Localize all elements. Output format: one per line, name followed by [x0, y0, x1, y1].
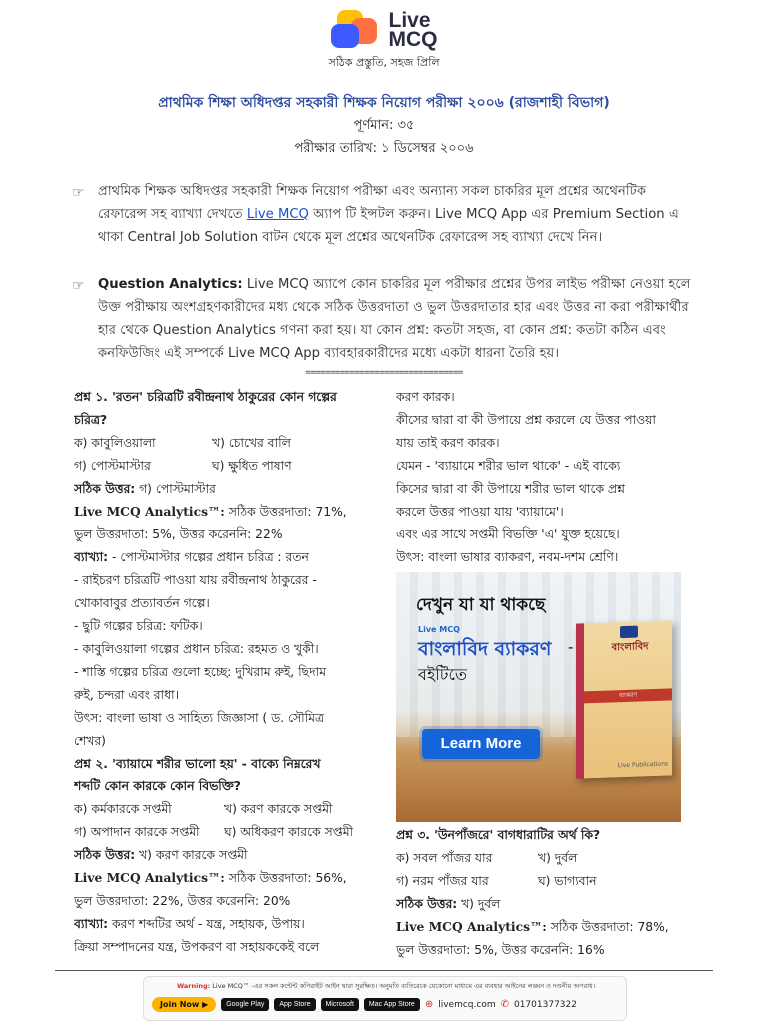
q3-option-c: গ) নরম পাঁজর যার — [396, 873, 489, 888]
intro-paragraph-1 — [72, 180, 696, 249]
right-column-top — [396, 386, 696, 569]
q2-option-d: ঘ) অধিকরণ কারকে সপ্তমী — [224, 825, 354, 840]
q2-cont-2: কীসের দ্বারা বা কী উপায়ে প্রশ্ন করলে যে উত্তর পাওয়া — [396, 412, 656, 427]
q2-cont-7: এবং এর সাথে সপ্তমী বিভক্তি 'এ' যুক্ত হয়েছে। — [396, 527, 620, 542]
tagline: সঠিক প্রস্তুতি, সহজ প্রিলি — [328, 56, 440, 69]
globe-icon: ⊕ — [424, 999, 434, 1010]
q1-options-row-1 — [74, 432, 374, 455]
book-cover-band — [584, 688, 672, 703]
q2-option-c: গ) অপাদান কারকে সপ্তমী — [74, 825, 200, 840]
q1-option-b: খ) চোখের বালি — [212, 435, 291, 450]
q1-explanation-2: - রাইচরণ চরিত্রটি পাওয়া যায় রবীন্দ্রনাথ ঠাকুরের - — [74, 573, 317, 588]
q2-explanation-text: করণ শব্দটির অর্থ - যন্ত্র, সহায়ক, উপায়। — [108, 916, 305, 931]
google-play-badge[interactable]: Google Play — [221, 998, 269, 1011]
q2-cont-4: যেমন - 'ব্যায়ামে শরীর ভাল থাকে' - এই বাক্যে — [396, 458, 621, 473]
q2-answer-label: সঠিক উত্তর: — [74, 848, 136, 863]
pointing-hand-icon: ☞ — [72, 278, 85, 294]
right-column-bottom — [396, 824, 696, 961]
full-marks: পূর্ণমান: ৩৫ — [353, 118, 415, 133]
q2-analytics-rest: ভুল উত্তরদাতা: 22%, উত্তর করেননি: 20% — [74, 893, 291, 908]
q2-cont-1: করণ কারক। — [396, 390, 455, 404]
q2-title-line-1: প্রশ্ন ২. 'ব্যায়ামে শরীর ভালো হয়' - বাক্যে নিম্নরেখ — [74, 756, 321, 771]
q1-explanation-5: - কাবুলিওয়ালা গল্পের প্রধান চরিত্র: রহমত ও খুকী। — [74, 641, 319, 656]
divider: ================================ — [305, 368, 463, 378]
ad-brand-small: Live MCQ — [418, 625, 460, 634]
q1-answer-value: গ) পোস্টমাস্টার — [135, 481, 216, 496]
intro-p2-text: Live MCQ অ্যাপে কোন চাকরির মূল পরীক্ষার প্রশ্নের উপর লাইভ পরীক্ষা নেওয়া হলে উক্ত পরীক্ষায় অংশগ্রহণকারীদের মধ্য থেকে সঠিক উত্তরদাতা ও ভুল উত্তরদাতার হার এবং উত্তর না করা পরীক্ষার্থীর হার থেকে Question Analytics গণনা করা হয়। যা কোন প্রশ্ন: কতটা সহজ, বা কোন প্রশ্ন: কতটা কঠিন এবং কনফিউজিং এই সম্পর্কে Live MCQ App ব্যাবহারকারীদের মধ্যে একটা ধারনা তৈরি হয়। — [98, 277, 691, 361]
footer-warning-text: Live MCQ™ -এর সকল কন্টেন্ট কপিরাইট আইন দ্বারা সুরক্ষিত। অনুমতি ব্যতিরেকে যেকোনো মাধ্যমে এর ব্যবহার আইনের লঙ্ঘন ও দণ্ডনীয় অপরাধ। — [210, 982, 596, 990]
q1-option-c: গ) পোস্টমাস্টার — [74, 458, 151, 473]
q2-options-row-1 — [74, 798, 374, 821]
q2-answer — [74, 844, 374, 867]
q1-answer-label: সঠিক উত্তর: — [74, 481, 136, 496]
q2-cont-6: করলে উত্তর পাওয়া যায় 'ব্যায়ামে'। — [396, 504, 564, 519]
question-analytics-label: Question Analytics: — [98, 277, 243, 292]
q2-answer-value: খ) করণ কারকে সপ্তমী — [135, 848, 248, 863]
q1-title-line-1: প্রশ্ন ১. 'রতন' চরিত্রটি রবীন্দ্রনাথ ঠাকুরের কোন গল্পের — [74, 390, 337, 404]
logo — [0, 10, 768, 50]
ad-dash: - — [568, 638, 574, 656]
q1-explanation-1 — [74, 546, 374, 569]
footer-warning-label: Warning: — [176, 982, 211, 990]
microsoft-store-badge[interactable]: Microsoft — [321, 998, 359, 1011]
q3-answer — [396, 893, 696, 916]
live-mcq-link[interactable]: Live MCQ — [246, 207, 309, 222]
intro-p1-text-a: প্রাথমিক শিক্ষক অধিদপ্তর সহকারী শিক্ষক নিয়োগ পরীক্ষা এবং অন্যান্য সকল চাকরির মূল প্রশ্নের অথেনটিক রেফারেন্স সহ ব্যাখ্যা দেখতে — [98, 184, 647, 222]
q3-analytics — [396, 916, 696, 939]
q1-answer — [74, 478, 374, 501]
header — [0, 10, 768, 73]
join-now-button[interactable]: Join Now ▶ — [152, 997, 216, 1012]
q3-title: প্রশ্ন ৩. 'উনপাঁজরে' বাগধারাটির অর্থ কি? — [396, 828, 601, 842]
pointing-hand-icon: ☞ — [72, 185, 85, 201]
app-store-badge[interactable]: App Store — [274, 998, 315, 1011]
q1-explanation-label: ব্যাখ্যা: — [74, 550, 109, 565]
q3-option-a: ক) সবল পাঁজর যার — [396, 850, 493, 865]
q2-title-line-2: শব্দটি কোন কারকে কোন বিভক্তি? — [74, 779, 241, 794]
book-cover — [576, 620, 672, 778]
mac-app-store-badge[interactable]: Mac App Store — [364, 998, 420, 1011]
q1-title-line-2: চরিত্র? — [74, 412, 108, 427]
book-cover-logo-icon — [620, 626, 638, 639]
q3-answer-label: সঠিক উত্তর: — [396, 896, 458, 911]
q3-analytics-label: Live MCQ Analytics™: — [396, 918, 547, 934]
exam-title: প্রাথমিক শিক্ষা অধিদপ্তর সহকারী শিক্ষক নিয়োগ পরীক্ষা ২০০৬ (রাজশাহী বিভাগ) — [158, 95, 610, 111]
q3-options-row-2 — [396, 870, 696, 893]
q2-explanation-1 — [74, 913, 374, 936]
logo-line-2: MCQ — [388, 28, 438, 51]
q3-analytics-correct: সঠিক উত্তরদাতা: 78%, — [546, 919, 669, 934]
q2-analytics-label: Live MCQ Analytics™: — [74, 870, 225, 886]
q2-analytics — [74, 867, 374, 890]
website-link[interactable]: livemcq.com — [438, 999, 496, 1010]
q1-option-d: ঘ) ক্ষুধিত পাষাণ — [212, 458, 292, 473]
live-mcq-logo-icon — [331, 10, 381, 50]
q1-options-row-2 — [74, 455, 374, 478]
q2-cont-5: কিসের দ্বারা বা কী উপায়ে শরীর ভাল থাকে প্রশ্ন — [396, 481, 625, 496]
q1-source-1: উৎস: বাংলা ভাষা ও সাহিত্য জিজ্ঞাসা ( ড. সৌমিত্র — [74, 710, 325, 725]
q1-analytics — [74, 501, 374, 524]
footer-divider — [55, 970, 713, 971]
logo-text — [389, 11, 438, 49]
book-ad-banner[interactable] — [396, 572, 681, 822]
intro-paragraph-2 — [72, 273, 696, 365]
intro-p1-text-b: অ্যাপ টি ইন্সটল করুন। Live MCQ App এর Premium Section এ থাকা Central Job Solution বাটন থেকে মূল প্রশ্নের অথেনটিক রেফারেন্স সহ ব্যাখ্যা দেখে নিন। — [98, 207, 679, 245]
q1-explanation-4: - ছুটি গল্পের চরিত্র: ফটিক। — [74, 619, 203, 634]
q3-option-d: ঘ) ভাগ্যবান — [538, 873, 597, 888]
q3-answer-value: খ) দুর্বল — [457, 896, 501, 911]
q2-explanation-2: ক্রিয়া সম্পাদনের যন্ত্র, উপকরণ বা সহায়ককেই বলে — [74, 939, 320, 954]
phone-number[interactable]: 01701377322 — [513, 999, 577, 1010]
left-column — [74, 386, 374, 959]
book-cover-title: বাংলাবিদ — [611, 641, 649, 654]
q1-source-2: শেখর) — [74, 733, 106, 748]
q1-explanation-text: - পোস্টমাস্টার গল্পের প্রধান চরিত্র : রতন — [108, 550, 309, 565]
q2-source: উৎস: বাংলা ভাষার ব্যাকরণ, নবম-দশম শ্রেণি। — [396, 550, 619, 565]
footer-bar — [143, 976, 627, 1021]
q2-option-b: খ) করণ কারকে সপ্তমী — [224, 802, 333, 817]
q1-explanation-7: রুই, চন্দরা এবং রাধা। — [74, 687, 179, 702]
phone-icon: ✆ — [500, 999, 509, 1010]
book-cover-band-text: ব্যাকরণ — [619, 691, 637, 700]
ad-headline: দেখুন যা যা থাকছে — [416, 595, 546, 615]
q2-analytics-correct: সঠিক উত্তরদাতা: 56%, — [224, 871, 347, 886]
q3-options-row-1 — [396, 847, 696, 870]
book-cover-publisher: Live Publications — [617, 760, 668, 770]
q2-cont-3: যায় তাই করণ কারক। — [396, 435, 500, 450]
exam-date: পরীক্ষার তারিখ: ১ ডিসেম্বর ২০০৬ — [294, 141, 474, 156]
logo-line-1: Live — [388, 9, 431, 32]
footer-warning — [144, 981, 628, 992]
q1-analytics-label: Live MCQ Analytics™: — [74, 503, 225, 519]
ad-subtitle: বইটিতে — [418, 665, 467, 684]
learn-more-button[interactable]: Learn More — [422, 729, 540, 759]
q1-explanation-6: - শাস্তি গল্পের চরিত্র গুলো হচ্ছে: দুখিরাম রুই, ছিদাম — [74, 664, 326, 679]
q3-analytics-rest: ভুল উত্তরদাতা: 5%, উত্তর করেননি: 16% — [396, 942, 605, 957]
q2-options-row-2 — [74, 821, 374, 844]
ad-book-name: বাংলাবিদ ব্যাকরণ — [418, 638, 552, 660]
q1-explanation-3: খোকাবাবুর প্রত্যাবর্তন গল্পে। — [74, 596, 210, 611]
q2-explanation-label: ব্যাখ্যা: — [74, 916, 109, 931]
q3-option-b: খ) দুর্বল — [538, 850, 578, 865]
q1-analytics-rest: ভুল উত্তরদাতা: 5%, উত্তর করেননি: 22% — [74, 527, 283, 542]
footer-links — [152, 997, 577, 1012]
q1-option-a: ক) কাবুলিওয়ালা — [74, 435, 156, 450]
q2-option-a: ক) কর্মকারকে সপ্তমী — [74, 802, 172, 817]
q1-analytics-correct: সঠিক উত্তরদাতা: 71%, — [224, 504, 347, 519]
